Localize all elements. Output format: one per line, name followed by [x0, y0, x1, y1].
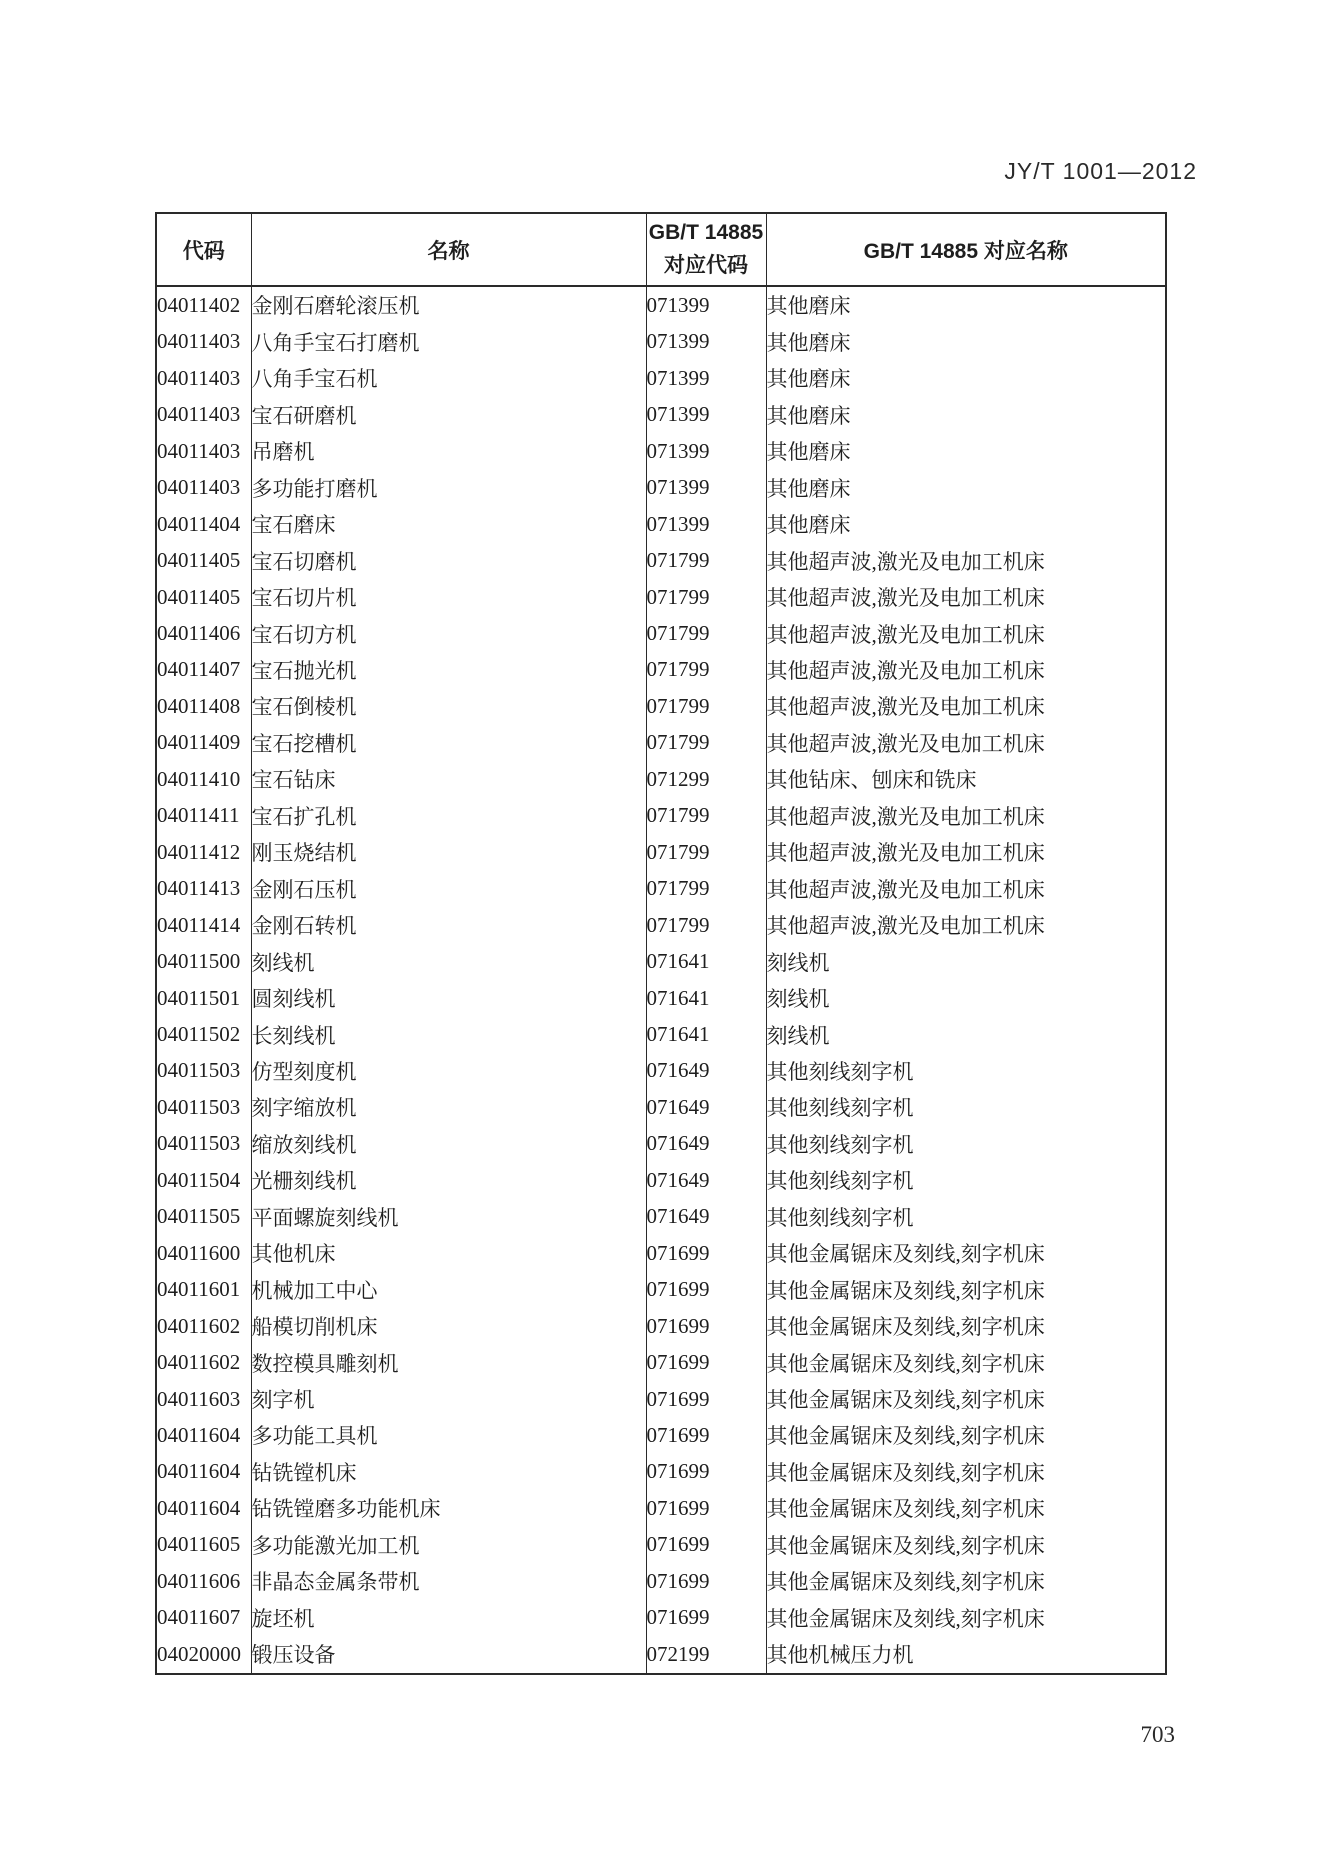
code-cell: 04011503	[156, 1053, 251, 1089]
name-cell: 长刻线机	[251, 1016, 646, 1052]
name-cell: 宝石研磨机	[251, 397, 646, 433]
gbt-code-cell: 071399	[646, 397, 766, 433]
gbt-code-cell: 071649	[646, 1126, 766, 1162]
code-cell: 04011605	[156, 1527, 251, 1563]
gbt-name-cell: 其他刻线刻字机	[766, 1089, 1166, 1125]
name-cell: 宝石钻床	[251, 761, 646, 797]
gbt-code-cell: 071299	[646, 761, 766, 797]
gbt-code-cell: 071399	[646, 433, 766, 469]
code-cell: 04011600	[156, 1235, 251, 1271]
table-row	[156, 652, 1166, 688]
code-cell: 04011410	[156, 761, 251, 797]
code-cell: 04011405	[156, 579, 251, 615]
code-cell: 04011607	[156, 1600, 251, 1636]
gbt-name-cell: 其他超声波,激光及电加工机床	[766, 652, 1166, 688]
table-row	[156, 1527, 1166, 1563]
table-row	[156, 1636, 1166, 1674]
table-row	[156, 506, 1166, 542]
table-row	[156, 397, 1166, 433]
table-row	[156, 579, 1166, 615]
code-cell: 04011604	[156, 1490, 251, 1526]
gbt-code-cell: 071641	[646, 1016, 766, 1052]
gbt-name-cell: 其他刻线刻字机	[766, 1162, 1166, 1198]
code-cell: 04011414	[156, 907, 251, 943]
name-cell: 宝石倒棱机	[251, 688, 646, 724]
gbt-code-cell: 071649	[646, 1053, 766, 1089]
table-row	[156, 1563, 1166, 1599]
gbt-name-cell: 其他金属锯床及刻线,刻字机床	[766, 1271, 1166, 1307]
gbt-name-cell: 其他超声波,激光及电加工机床	[766, 579, 1166, 615]
table-row	[156, 1344, 1166, 1380]
gbt-name-cell: 其他金属锯床及刻线,刻字机床	[766, 1308, 1166, 1344]
table-row	[156, 1162, 1166, 1198]
code-cell: 04011504	[156, 1162, 251, 1198]
col-header-gbt-code-line1: GB/T 14885	[648, 220, 764, 244]
code-cell: 04011403	[156, 360, 251, 396]
code-cell: 04011403	[156, 324, 251, 360]
gbt-name-cell: 其他金属锯床及刻线,刻字机床	[766, 1417, 1166, 1453]
code-cell: 04011502	[156, 1016, 251, 1052]
table-row	[156, 542, 1166, 578]
name-cell: 宝石切方机	[251, 615, 646, 651]
gbt-code-cell: 072199	[646, 1636, 766, 1674]
table-row	[156, 469, 1166, 505]
gbt-code-cell: 071699	[646, 1563, 766, 1599]
name-cell: 宝石扩孔机	[251, 798, 646, 834]
gbt-name-cell: 其他刻线刻字机	[766, 1126, 1166, 1162]
code-mapping-table	[155, 212, 1167, 1675]
gbt-name-cell: 其他刻线刻字机	[766, 1199, 1166, 1235]
code-cell: 04011501	[156, 980, 251, 1016]
table-row	[156, 761, 1166, 797]
gbt-code-cell: 071649	[646, 1199, 766, 1235]
gbt-code-cell: 071399	[646, 469, 766, 505]
code-cell: 04011403	[156, 397, 251, 433]
gbt-name-cell: 其他金属锯床及刻线,刻字机床	[766, 1454, 1166, 1490]
name-cell: 刻字机	[251, 1381, 646, 1417]
table-row	[156, 870, 1166, 906]
name-cell: 圆刻线机	[251, 980, 646, 1016]
name-cell: 仿型刻度机	[251, 1053, 646, 1089]
gbt-code-cell: 071799	[646, 870, 766, 906]
name-cell: 光栅刻线机	[251, 1162, 646, 1198]
table-row	[156, 360, 1166, 396]
name-cell: 旋坯机	[251, 1600, 646, 1636]
code-cell: 04011503	[156, 1126, 251, 1162]
code-cell: 04011601	[156, 1271, 251, 1307]
table-row	[156, 1308, 1166, 1344]
gbt-name-cell: 其他超声波,激光及电加工机床	[766, 907, 1166, 943]
gbt-code-cell: 071699	[646, 1527, 766, 1563]
gbt-code-cell: 071799	[646, 907, 766, 943]
table-row	[156, 943, 1166, 979]
gbt-name-cell: 其他超声波,激光及电加工机床	[766, 834, 1166, 870]
gbt-code-cell: 071399	[646, 506, 766, 542]
code-cell: 04011404	[156, 506, 251, 542]
name-cell: 锻压设备	[251, 1636, 646, 1674]
code-cell: 04011603	[156, 1381, 251, 1417]
name-cell: 多功能打磨机	[251, 469, 646, 505]
gbt-code-cell: 071699	[646, 1381, 766, 1417]
gbt-name-cell: 其他磨床	[766, 469, 1166, 505]
code-cell: 04011413	[156, 870, 251, 906]
gbt-name-cell: 其他磨床	[766, 360, 1166, 396]
gbt-name-cell: 其他超声波,激光及电加工机床	[766, 688, 1166, 724]
gbt-code-cell: 071799	[646, 834, 766, 870]
code-cell: 04011602	[156, 1344, 251, 1380]
code-cell: 04011403	[156, 433, 251, 469]
gbt-code-cell: 071641	[646, 943, 766, 979]
gbt-code-cell: 071799	[646, 579, 766, 615]
code-cell: 04011411	[156, 798, 251, 834]
code-cell: 04011407	[156, 652, 251, 688]
name-cell: 多功能工具机	[251, 1417, 646, 1453]
name-cell: 数控模具雕刻机	[251, 1344, 646, 1380]
gbt-name-cell: 刻线机	[766, 980, 1166, 1016]
name-cell: 八角手宝石机	[251, 360, 646, 396]
gbt-name-cell: 其他钻床、刨床和铣床	[766, 761, 1166, 797]
name-cell: 钻铣镗机床	[251, 1454, 646, 1490]
gbt-code-cell: 071699	[646, 1271, 766, 1307]
gbt-name-cell: 其他超声波,激光及电加工机床	[766, 725, 1166, 761]
name-cell: 平面螺旋刻线机	[251, 1199, 646, 1235]
gbt-code-cell: 071699	[646, 1490, 766, 1526]
gbt-code-cell: 071699	[646, 1308, 766, 1344]
gbt-name-cell: 其他金属锯床及刻线,刻字机床	[766, 1235, 1166, 1271]
name-cell: 其他机床	[251, 1235, 646, 1271]
gbt-name-cell: 其他磨床	[766, 397, 1166, 433]
name-cell: 刻字缩放机	[251, 1089, 646, 1125]
gbt-code-cell: 071799	[646, 688, 766, 724]
code-cell: 04011500	[156, 943, 251, 979]
table-row	[156, 615, 1166, 651]
table-row	[156, 907, 1166, 943]
name-cell: 非晶态金属条带机	[251, 1563, 646, 1599]
table-row	[156, 798, 1166, 834]
name-cell: 宝石抛光机	[251, 652, 646, 688]
gbt-name-cell: 其他超声波,激光及电加工机床	[766, 615, 1166, 651]
table-body	[156, 286, 1166, 1674]
name-cell: 机械加工中心	[251, 1271, 646, 1307]
col-header-gbt-name: GB/T 14885 对应名称	[766, 213, 1166, 286]
table-row	[156, 1600, 1166, 1636]
gbt-code-cell: 071649	[646, 1089, 766, 1125]
standard-code-header: JY/T 1001—2012	[1004, 158, 1197, 184]
code-cell: 04011406	[156, 615, 251, 651]
name-cell: 宝石磨床	[251, 506, 646, 542]
table-row	[156, 1089, 1166, 1125]
gbt-name-cell: 其他磨床	[766, 433, 1166, 469]
code-cell: 04011412	[156, 834, 251, 870]
gbt-code-cell: 071699	[646, 1344, 766, 1380]
name-cell: 钻铣镗磨多功能机床	[251, 1490, 646, 1526]
gbt-code-cell: 071799	[646, 798, 766, 834]
table-row	[156, 1417, 1166, 1453]
name-cell: 刚玉烧结机	[251, 834, 646, 870]
gbt-code-cell: 071699	[646, 1235, 766, 1271]
col-header-name: 名称	[251, 213, 646, 286]
gbt-name-cell: 其他超声波,激光及电加工机床	[766, 798, 1166, 834]
name-cell: 刻线机	[251, 943, 646, 979]
col-header-gbt-code-line2: 对应代码	[664, 253, 748, 277]
name-cell: 金刚石转机	[251, 907, 646, 943]
name-cell: 金刚石压机	[251, 870, 646, 906]
page-number: 703	[1140, 1722, 1175, 1747]
table-header-row	[156, 213, 1166, 286]
code-cell: 04011604	[156, 1454, 251, 1490]
code-cell: 04011405	[156, 542, 251, 578]
table-row	[156, 286, 1166, 324]
gbt-name-cell: 其他金属锯床及刻线,刻字机床	[766, 1381, 1166, 1417]
code-cell: 04011505	[156, 1199, 251, 1235]
gbt-code-cell: 071399	[646, 324, 766, 360]
table-row	[156, 725, 1166, 761]
col-header-code: 代码	[156, 213, 251, 286]
gbt-code-cell: 071799	[646, 542, 766, 578]
name-cell: 多功能激光加工机	[251, 1527, 646, 1563]
gbt-name-cell: 其他磨床	[766, 324, 1166, 360]
gbt-name-cell: 其他磨床	[766, 286, 1166, 324]
gbt-code-cell: 071399	[646, 360, 766, 396]
name-cell: 金刚石磨轮滚压机	[251, 286, 646, 324]
gbt-name-cell: 其他金属锯床及刻线,刻字机床	[766, 1490, 1166, 1526]
gbt-code-cell: 071641	[646, 980, 766, 1016]
name-cell: 吊磨机	[251, 433, 646, 469]
gbt-name-cell: 刻线机	[766, 1016, 1166, 1052]
table-row	[156, 324, 1166, 360]
gbt-name-cell: 刻线机	[766, 943, 1166, 979]
col-header-gbt-code	[646, 213, 766, 286]
table-row	[156, 1126, 1166, 1162]
table-header	[156, 213, 1166, 286]
gbt-code-cell: 071699	[646, 1600, 766, 1636]
code-cell: 04011503	[156, 1089, 251, 1125]
name-cell: 船模切削机床	[251, 1308, 646, 1344]
gbt-code-cell: 071799	[646, 725, 766, 761]
table-row	[156, 1199, 1166, 1235]
gbt-code-cell: 071699	[646, 1454, 766, 1490]
table-row	[156, 433, 1166, 469]
code-cell: 04011408	[156, 688, 251, 724]
table-row	[156, 1016, 1166, 1052]
table-row	[156, 688, 1166, 724]
code-cell: 04011409	[156, 725, 251, 761]
gbt-name-cell: 其他磨床	[766, 506, 1166, 542]
gbt-code-cell: 071799	[646, 615, 766, 651]
name-cell: 宝石切片机	[251, 579, 646, 615]
table-row	[156, 1381, 1166, 1417]
name-cell: 宝石挖槽机	[251, 725, 646, 761]
code-cell: 04011403	[156, 469, 251, 505]
gbt-name-cell: 其他机械压力机	[766, 1636, 1166, 1674]
table-row	[156, 1235, 1166, 1271]
gbt-name-cell: 其他超声波,激光及电加工机床	[766, 542, 1166, 578]
gbt-name-cell: 其他金属锯床及刻线,刻字机床	[766, 1527, 1166, 1563]
table-row	[156, 1490, 1166, 1526]
gbt-code-cell: 071799	[646, 652, 766, 688]
code-cell: 04011402	[156, 286, 251, 324]
table-row	[156, 1271, 1166, 1307]
code-cell: 04020000	[156, 1636, 251, 1674]
gbt-code-cell: 071649	[646, 1162, 766, 1198]
name-cell: 宝石切磨机	[251, 542, 646, 578]
gbt-name-cell: 其他金属锯床及刻线,刻字机床	[766, 1563, 1166, 1599]
gbt-name-cell: 其他刻线刻字机	[766, 1053, 1166, 1089]
gbt-code-cell: 071399	[646, 286, 766, 324]
code-cell: 04011606	[156, 1563, 251, 1599]
table-row	[156, 834, 1166, 870]
gbt-name-cell: 其他金属锯床及刻线,刻字机床	[766, 1344, 1166, 1380]
name-cell: 八角手宝石打磨机	[251, 324, 646, 360]
code-cell: 04011604	[156, 1417, 251, 1453]
name-cell: 缩放刻线机	[251, 1126, 646, 1162]
table-row	[156, 980, 1166, 1016]
gbt-name-cell: 其他超声波,激光及电加工机床	[766, 870, 1166, 906]
gbt-name-cell: 其他金属锯床及刻线,刻字机床	[766, 1600, 1166, 1636]
table-row	[156, 1053, 1166, 1089]
gbt-code-cell: 071699	[646, 1417, 766, 1453]
code-cell: 04011602	[156, 1308, 251, 1344]
table-row	[156, 1454, 1166, 1490]
